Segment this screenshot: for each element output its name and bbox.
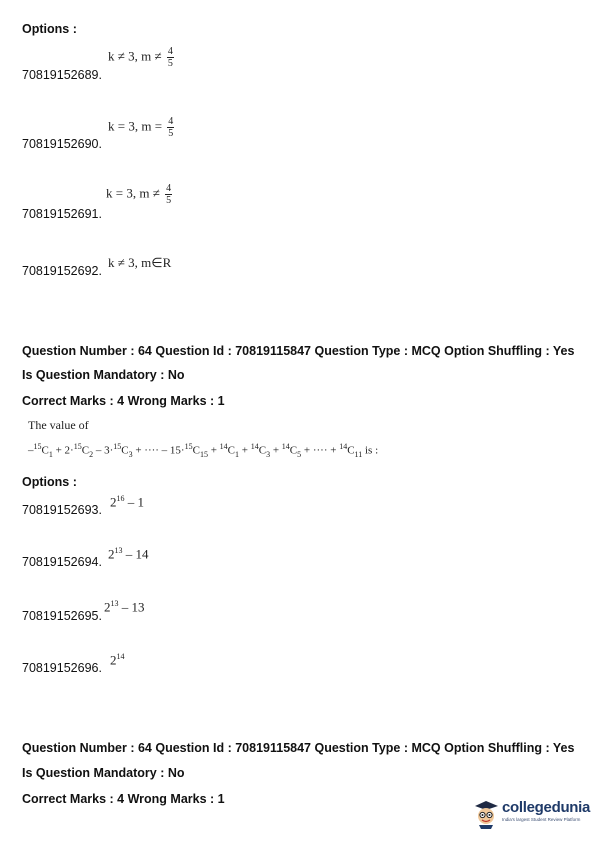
- options-label: Options :: [22, 22, 77, 36]
- question-header: Question Number : 64 Question Id : 70819115847 Question Type : MCQ Option Shuffling : Yes: [22, 344, 575, 358]
- option-id: 70819152695.: [22, 609, 102, 623]
- option-expression: $2^{14}$: [110, 652, 125, 668]
- option-id: 70819152692.: [22, 264, 102, 278]
- question-stem-intro: The value of: [28, 418, 89, 432]
- option-id: 70819152696.: [22, 661, 102, 675]
- options-label: Options :: [22, 475, 77, 489]
- option-id: 70819152689.: [22, 68, 102, 82]
- option-expression: k = 3, m = $\frac{4}{5}$: [108, 116, 174, 139]
- option-expression: $2^{13} - 13$: [104, 599, 145, 615]
- option-id: 70819152693.: [22, 503, 102, 517]
- option-expression: k ≠ 3, m ≠ $\frac{4}{5}$: [108, 46, 173, 69]
- option-expression: $2^{16} - 1$: [110, 494, 144, 510]
- collegedunia-logo: [472, 797, 591, 829]
- option-expression: $2^{13} - 14$: [108, 546, 149, 562]
- question-mandatory: Is Question Mandatory : No: [22, 766, 185, 780]
- option-id: 70819152691.: [22, 207, 102, 221]
- question-mandatory: Is Question Mandatory : No: [22, 368, 185, 382]
- question-marks: Correct Marks : 4 Wrong Marks : 1: [22, 394, 225, 408]
- logo-tagline: India's largest Student Review Platform: [502, 817, 581, 822]
- option-expression: k = 3, m ≠ $\frac{4}{5}$: [106, 183, 172, 206]
- option-id: 70819152694.: [22, 555, 102, 569]
- question-header: Question Number : 64 Question Id : 70819115847 Question Type : MCQ Option Shuffling : Yes: [22, 741, 575, 755]
- mascot-icon: [472, 797, 500, 829]
- option-id: 70819152690.: [22, 137, 102, 151]
- logo-wordmark: collegedunia: [502, 799, 591, 816]
- option-expression: k ≠ 3, m∈R: [108, 255, 172, 270]
- question-marks: Correct Marks : 4 Wrong Marks : 1: [22, 792, 225, 806]
- question-stem-formula: $-^{15}C_1 + 2\cdot^{15}C_2 - 3\cdot^{15}C_3$ + ···· – $15\cdot^{15}C_{15} + ^{14}C_1 + ^{14}C_3 + ^{14}C_5$ + ···· + $^{14}C_{11}$ is :: [28, 442, 379, 459]
